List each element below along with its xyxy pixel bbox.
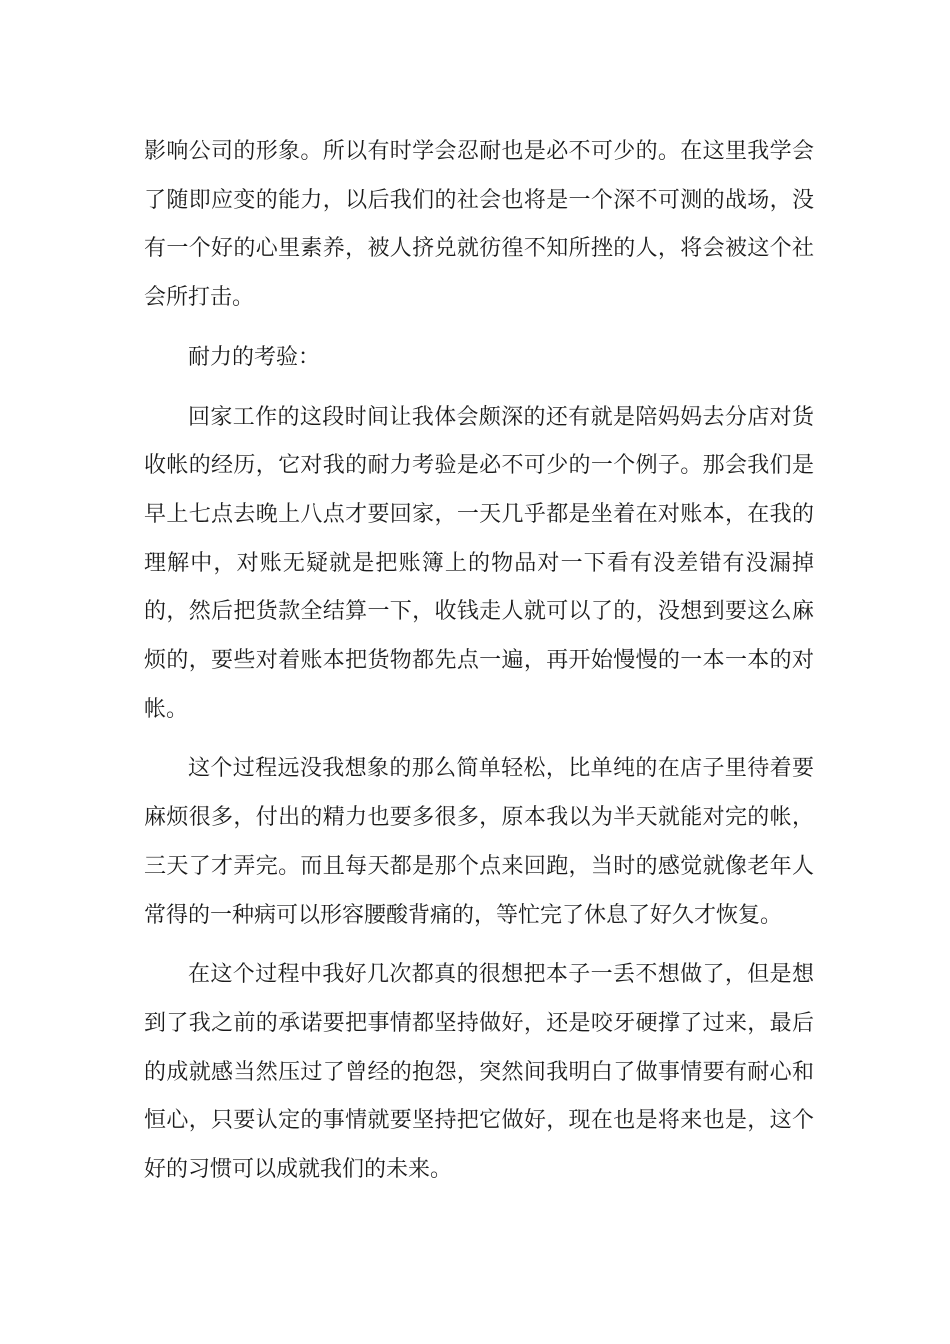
paragraph-4: 这个过程远没我想象的那么简单轻松，比单纯的在店子里待着要麻烦很多，付出的精力也要多很多，原本我以为半天就能对完的帐，三天了才弄完。而且每天都是那个点来回跑，当时的感觉就像老年人常得的一种病可以形容腰酸背痛的，等忙完了休息了好久才恢复。: [144, 756, 814, 928]
paragraph-1: 影响公司的形象。所以有时学会忍耐也是必不可少的。在这里我学会了随即应变的能力，以后我们的社会也将是一个深不可测的战场，没有一个好的心里素养，被人挤兑就彷徨不知所挫的人，将会被这个社会所打击。: [144, 139, 814, 311]
section-heading-endurance: 耐力的考验：: [188, 344, 321, 370]
document-body: [144, 128, 814, 1206]
paragraph-5: 在这个过程中我好几次都真的很想把本子一丢不想做了，但是想到了我之前的承诺要把事情都坚持做好，还是咬牙硬撑了过来，最后的成就感当然压过了曾经的抱怨，突然间我明白了做事情要有耐心和恒心，只要认定的事情就要坚持把它做好，现在也是将来也是，这个好的习惯可以成就我们的未来。: [144, 962, 814, 1183]
paragraph-3: 回家工作的这段时间让我体会颇深的还有就是陪妈妈去分店对货收帐的经历，它对我的耐力考验是必不可少的一个例子。那会我们是早上七点去晚上八点才要回家，一天几乎都是坐着在对账本，在我的理解中，对账无疑就是把账簿上的物品对一下看有没差错有没漏掉的，然后把货款全结算一下，收钱走人就可以了的，没想到要这么麻烦的，要些对着账本把货物都先点一遍，再开始慢慢的一本一本的对帐。: [144, 404, 814, 722]
